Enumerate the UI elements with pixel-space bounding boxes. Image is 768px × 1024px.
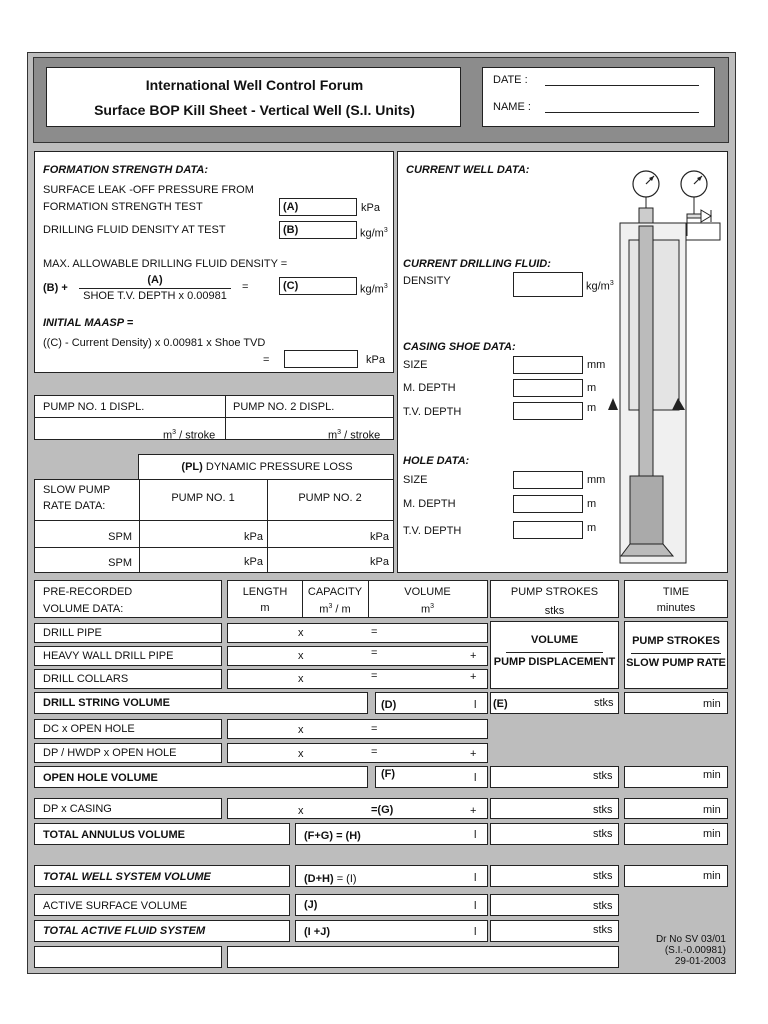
row-dc-open-hole-calc[interactable] bbox=[227, 719, 488, 739]
fluid-title: CURRENT DRILLING FLUID: bbox=[403, 258, 551, 270]
drill-pipe-label: DRILL PIPE bbox=[43, 627, 102, 639]
spr-pump1: PUMP NO. 1 bbox=[171, 492, 235, 504]
field-ij[interactable] bbox=[295, 920, 488, 942]
hole-title: HOLE DATA: bbox=[403, 455, 470, 467]
current-well-title: CURRENT WELL DATA: bbox=[406, 164, 530, 176]
pl-label: (PL) DYNAMIC PRESSURE LOSS bbox=[181, 461, 353, 473]
max-density-label: MAX. ALLOWABLE DRILLING FLUID DENSITY = bbox=[43, 258, 288, 270]
field-i[interactable] bbox=[295, 865, 488, 887]
annulus-strokes-unit: stks bbox=[593, 828, 613, 840]
title-line-1: International Well Control Forum bbox=[145, 77, 364, 93]
dpoh-plus: + bbox=[470, 748, 477, 760]
spm-1[interactable]: SPM bbox=[108, 531, 132, 543]
field-f[interactable] bbox=[375, 766, 488, 788]
leakoff-line-2: FORMATION STRENGTH TEST bbox=[43, 201, 203, 213]
casing-strokes-field[interactable] bbox=[490, 798, 619, 819]
casing-mdepth-label: M. DEPTH bbox=[403, 382, 456, 394]
maasp-title: INITIAL MAASP = bbox=[43, 317, 134, 329]
dp-x: x bbox=[298, 627, 304, 639]
maasp-unit: kPa bbox=[366, 354, 385, 366]
field-c[interactable]: (C) bbox=[279, 277, 357, 295]
blank-field-2[interactable] bbox=[227, 946, 619, 968]
density-label: DRILLING FLUID DENSITY AT TEST bbox=[43, 224, 226, 236]
active-surface-label: ACTIVE SURFACE VOLUME bbox=[43, 900, 188, 912]
casing-size-unit: mm bbox=[587, 359, 606, 371]
total-active-label: TOTAL ACTIVE FLUID SYSTEM bbox=[43, 925, 206, 937]
fluid-density-label: DENSITY bbox=[403, 275, 451, 287]
row-total-active bbox=[34, 920, 290, 942]
fg-label: (F+G) = (H) bbox=[304, 830, 361, 842]
collars-eq: = bbox=[371, 670, 378, 682]
row-open-hole-volume bbox=[34, 766, 368, 788]
row-active-surface bbox=[34, 894, 290, 916]
annulus-strokes-field[interactable] bbox=[490, 823, 619, 845]
drawing-number: Dr No SV 03/01 bbox=[655, 934, 726, 945]
field-e[interactable] bbox=[490, 692, 619, 714]
pump-displ-divider-h bbox=[35, 417, 393, 418]
hwdp-x: x bbox=[298, 650, 304, 662]
row-dp-casing-calc[interactable] bbox=[227, 798, 488, 819]
length-unit: m bbox=[260, 602, 270, 614]
e-unit: stks bbox=[594, 697, 614, 709]
row-dp-open-hole-calc[interactable] bbox=[227, 743, 488, 763]
drill-string-time-field[interactable] bbox=[624, 692, 728, 714]
title-line-2: Surface BOP Kill Sheet - Vertical Well (S.I. Units) bbox=[94, 102, 415, 118]
slow-pump-rate-table bbox=[34, 479, 394, 573]
casing-tvdepth-unit: m bbox=[587, 402, 597, 414]
hole-mdepth-field[interactable] bbox=[513, 495, 583, 513]
strokes-header-label: PUMP STROKES bbox=[510, 586, 599, 598]
oh-strokes-unit: stks bbox=[593, 770, 613, 782]
dcoh-eq: = bbox=[371, 723, 378, 735]
maasp-formula: ((C) - Current Density) x 0.00981 x Shoe TVD bbox=[43, 337, 266, 349]
dc-open-hole-label: DC x OPEN HOLE bbox=[43, 723, 135, 735]
spr-kpa-1-1[interactable]: kPa bbox=[244, 531, 263, 543]
b-unit: $kg/m^3$ bbox=[360, 227, 388, 240]
slow-pump-label-1: SLOW PUMP bbox=[43, 484, 111, 496]
dpoh-eq: = bbox=[371, 746, 378, 758]
formula-strokes: PUMP STROKES bbox=[632, 635, 720, 647]
row-drill-pipe-label bbox=[34, 623, 222, 643]
fraction-denominator: SHOE T.V. DEPTH x 0.00981 bbox=[83, 290, 227, 302]
spr-divider-4 bbox=[35, 547, 393, 548]
pump-displ-divider-v bbox=[225, 396, 226, 439]
a-unit: kPa bbox=[361, 202, 380, 214]
drill-string-volume-label: DRILL STRING VOLUME bbox=[43, 697, 170, 709]
spm-2[interactable]: SPM bbox=[108, 557, 132, 569]
leakoff-line-1: SURFACE LEAK -OFF PRESSURE FROM bbox=[43, 184, 254, 196]
casing-mdepth-field[interactable] bbox=[513, 379, 583, 397]
volume-header: VOLUME bbox=[404, 586, 451, 598]
field-b[interactable]: (B) bbox=[279, 221, 357, 239]
row-collars-label bbox=[34, 669, 222, 689]
fraction-numerator: (A) bbox=[147, 274, 163, 286]
annulus-time-unit: min bbox=[703, 828, 721, 840]
f-unit: l bbox=[474, 772, 477, 784]
dynamic-pressure-loss-header bbox=[138, 454, 394, 480]
date-name-box bbox=[482, 67, 715, 127]
time-header-label: TIME bbox=[662, 586, 690, 598]
row-total-annulus bbox=[34, 823, 290, 845]
spr-kpa-1-2[interactable]: kPa bbox=[370, 531, 389, 543]
b-plus: (B) + bbox=[43, 282, 68, 294]
row-dc-open-hole-label bbox=[34, 719, 222, 739]
hwdp-label: HEAVY WALL DRILL PIPE bbox=[43, 650, 174, 662]
hole-tvdepth-label: T.V. DEPTH bbox=[403, 525, 462, 537]
row-dp-casing-label bbox=[34, 798, 222, 819]
f-label: (F) bbox=[381, 768, 396, 780]
formula-pump-displacement: PUMP DISPLACEMENT bbox=[493, 656, 616, 668]
pump-displacement-panel bbox=[34, 395, 394, 440]
fluid-density-field[interactable] bbox=[513, 272, 583, 297]
oh-time-unit: min bbox=[703, 769, 721, 781]
time-header-unit: minutes bbox=[656, 602, 696, 614]
casing-mdepth-unit: m bbox=[587, 382, 597, 394]
name-line[interactable] bbox=[545, 112, 699, 113]
open-hole-strokes-field[interactable] bbox=[490, 766, 619, 788]
c-unit: $kg/m^3$ bbox=[360, 283, 388, 296]
row-hwdp-calc[interactable] bbox=[227, 646, 488, 666]
dp-eq: = bbox=[371, 626, 378, 638]
active-strokes-unit: stks bbox=[593, 924, 613, 936]
ij-label: (I +J) bbox=[304, 926, 330, 938]
strokes-header bbox=[490, 580, 619, 618]
length-capacity-volume-header bbox=[227, 580, 488, 618]
row-collars-calc[interactable] bbox=[227, 669, 488, 689]
time-header bbox=[624, 580, 728, 618]
dpc-g: =(G) bbox=[371, 804, 394, 816]
date-label: DATE : bbox=[493, 74, 528, 86]
fluid-density-unit: $kg/m^3$ bbox=[586, 280, 614, 293]
formula-slow-rate: SLOW PUMP RATE bbox=[626, 657, 726, 669]
dpc-plus: + bbox=[470, 805, 477, 817]
pump2-displ-label: PUMP NO. 2 DISPL. bbox=[233, 401, 335, 413]
blank-field-1[interactable] bbox=[34, 946, 222, 968]
field-a[interactable]: (A) bbox=[279, 198, 357, 216]
dh-label: (D+H) = (I) bbox=[304, 873, 357, 885]
well-time-field[interactable] bbox=[624, 865, 728, 887]
spr-divider-3 bbox=[35, 520, 393, 521]
hole-mdepth-label: M. DEPTH bbox=[403, 498, 456, 510]
open-hole-time-field[interactable] bbox=[624, 766, 728, 788]
strokes-formula-box bbox=[490, 621, 619, 689]
formula-bar-1 bbox=[506, 652, 603, 653]
hwdp-eq: = bbox=[371, 647, 378, 659]
row-total-well-system bbox=[34, 865, 290, 887]
formation-title: FORMATION STRENGTH DATA: bbox=[43, 164, 208, 176]
row-dp-open-hole-label bbox=[34, 743, 222, 763]
d-unit: l bbox=[474, 699, 477, 711]
maasp-equals: = bbox=[263, 354, 270, 366]
row-drill-pipe-calc[interactable] bbox=[227, 623, 488, 643]
row-drill-string-volume bbox=[34, 692, 368, 714]
fraction-bar bbox=[79, 288, 231, 289]
well-strokes-field[interactable] bbox=[490, 865, 619, 887]
casing-tvdepth-label: T.V. DEPTH bbox=[403, 406, 462, 418]
well-time-unit: min bbox=[703, 870, 721, 882]
time-formula-box bbox=[624, 621, 728, 689]
spr-kpa-2-2[interactable]: kPa bbox=[370, 556, 389, 568]
pump2-displ-unit[interactable]: $m^3$ / stroke bbox=[328, 429, 381, 442]
wellbore-diagram-icon bbox=[603, 166, 728, 566]
row-hwdp-label bbox=[34, 646, 222, 666]
volume-unit: $m^3$ bbox=[420, 603, 435, 616]
formation-strength-panel bbox=[34, 151, 394, 373]
hole-mdepth-unit: m bbox=[587, 498, 597, 510]
collars-x: x bbox=[298, 673, 304, 685]
hole-size-label: SIZE bbox=[403, 474, 428, 486]
capacity-header: CAPACITY bbox=[307, 586, 363, 598]
surface-strokes-unit: stks bbox=[593, 900, 613, 912]
drawing-si: (S.I.-0.00981) bbox=[664, 945, 726, 956]
surface-strokes-field[interactable] bbox=[490, 894, 619, 916]
strokes-header-unit: stks bbox=[544, 605, 565, 617]
pump1-displ-unit[interactable]: $m^3$ / stroke bbox=[163, 429, 216, 442]
casing-title: CASING SHOE DATA: bbox=[403, 341, 516, 353]
ds-time-unit: min bbox=[703, 698, 721, 710]
annulus-time-field[interactable] bbox=[624, 823, 728, 845]
formula-volume: VOLUME bbox=[530, 634, 579, 646]
dpc-x: x bbox=[298, 805, 304, 817]
dp-casing-label: DP x CASING bbox=[43, 803, 112, 815]
date-line[interactable] bbox=[545, 85, 699, 86]
h-unit: l bbox=[474, 829, 477, 841]
casing-time-field[interactable] bbox=[624, 798, 728, 819]
d-label: (D) bbox=[381, 699, 397, 711]
length-header: LENGTH bbox=[242, 586, 288, 598]
casing-size-field[interactable] bbox=[513, 356, 583, 374]
prerecorded-label-1: PRE-RECORDED bbox=[43, 586, 133, 598]
total-well-label: TOTAL WELL SYSTEM VOLUME bbox=[43, 871, 211, 883]
dpoh-x: x bbox=[298, 748, 304, 760]
field-j[interactable] bbox=[295, 894, 488, 916]
ij-unit: l bbox=[474, 926, 477, 938]
casing-time-unit: min bbox=[703, 804, 721, 816]
hole-size-unit: mm bbox=[587, 474, 606, 486]
name-label: NAME : bbox=[493, 101, 531, 113]
prerecorded-label-2: VOLUME DATA: bbox=[43, 603, 124, 615]
casing-size-label: SIZE bbox=[403, 359, 428, 371]
i-unit: l bbox=[474, 872, 477, 884]
casing-strokes-unit: stks bbox=[593, 804, 613, 816]
pump1-displ-label: PUMP NO. 1 DISPL. bbox=[43, 401, 145, 413]
spr-pump2: PUMP NO. 2 bbox=[298, 492, 362, 504]
title-box bbox=[46, 67, 461, 127]
collars-plus: + bbox=[470, 671, 477, 683]
formula-bar-2 bbox=[631, 653, 721, 654]
j-unit: l bbox=[474, 900, 477, 912]
capacity-unit: $m^3$ / m bbox=[319, 603, 351, 616]
dcoh-x: x bbox=[298, 724, 304, 736]
dp-open-hole-label: DP / HWDP x OPEN HOLE bbox=[43, 747, 177, 759]
hwdp-plus: + bbox=[470, 650, 477, 662]
collars-label: DRILL COLLARS bbox=[43, 673, 129, 685]
j-label: (J) bbox=[304, 899, 318, 911]
prerecorded-header bbox=[34, 580, 222, 618]
hole-tvdepth-field[interactable] bbox=[513, 521, 583, 539]
slow-pump-label-2: RATE DATA: bbox=[43, 500, 106, 512]
open-hole-volume-label: OPEN HOLE VOLUME bbox=[43, 772, 158, 784]
drawing-date: 29-01-2003 bbox=[674, 956, 726, 967]
field-d[interactable] bbox=[375, 692, 488, 714]
e-label: (E) bbox=[493, 698, 508, 710]
total-annulus-label: TOTAL ANNULUS VOLUME bbox=[43, 829, 185, 841]
casing-tvdepth-field[interactable] bbox=[513, 402, 583, 420]
well-strokes-unit: stks bbox=[593, 870, 613, 882]
current-well-panel bbox=[397, 151, 728, 573]
max-equals: = bbox=[242, 281, 249, 293]
maasp-field[interactable] bbox=[284, 350, 358, 368]
spr-kpa-2-1[interactable]: kPa bbox=[244, 556, 263, 568]
hole-tvdepth-unit: m bbox=[587, 522, 597, 534]
field-h[interactable] bbox=[295, 823, 488, 845]
hole-size-field[interactable] bbox=[513, 471, 583, 489]
